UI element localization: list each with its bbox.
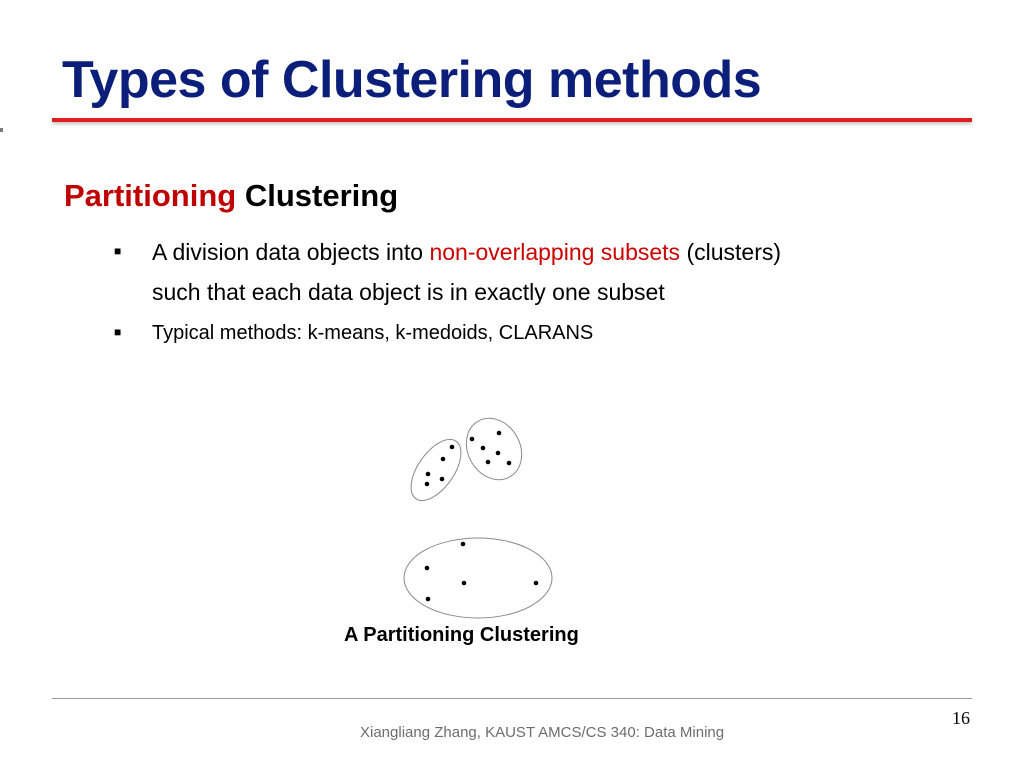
bullet-1-highlight: non-overlapping subsets xyxy=(429,239,681,265)
bullet-2-text: Typical methods: k-means, k-medoids, CLARANS xyxy=(152,322,594,344)
point xyxy=(470,437,475,442)
left-edge-mark xyxy=(0,128,3,132)
heading-rest: Clustering xyxy=(244,178,399,213)
point xyxy=(441,457,446,462)
cluster-ellipse-3 xyxy=(404,538,552,618)
point xyxy=(426,472,431,477)
bullet-marker-1: ■ xyxy=(114,244,122,258)
point xyxy=(461,542,466,547)
cluster-ellipse-1 xyxy=(401,431,471,509)
point xyxy=(425,566,430,571)
point xyxy=(507,461,512,466)
bullet-1-line2: such that each data object is in exactly one subset xyxy=(152,279,665,305)
figure-caption: A Partitioning Clustering xyxy=(344,624,579,646)
point xyxy=(486,460,491,465)
point xyxy=(426,597,431,602)
bullet-1-text xyxy=(152,232,781,312)
cluster-ellipse-2 xyxy=(455,415,532,490)
point xyxy=(496,451,501,456)
point xyxy=(481,446,486,451)
bullet-1-after: (clusters) xyxy=(680,239,782,265)
bullet-marker-2: ■ xyxy=(114,325,122,339)
footer-divider xyxy=(52,698,972,699)
point xyxy=(462,581,467,586)
point xyxy=(497,431,502,436)
footer-credit: Xiangliang Zhang, KAUST AMCS/CS 340: Data Mining xyxy=(360,724,725,741)
point xyxy=(534,581,539,586)
title-underline xyxy=(52,118,972,122)
heading-accent: Partitioning xyxy=(64,178,237,213)
bullet-1-before: A division data objects into xyxy=(152,239,430,265)
point xyxy=(450,445,455,450)
partitioning-clustering-diagram xyxy=(400,415,560,620)
section-heading xyxy=(64,178,398,214)
point xyxy=(425,482,430,487)
slide-title: Types of Clustering methods xyxy=(62,51,762,109)
page-number: 16 xyxy=(952,708,970,728)
point xyxy=(440,477,445,482)
